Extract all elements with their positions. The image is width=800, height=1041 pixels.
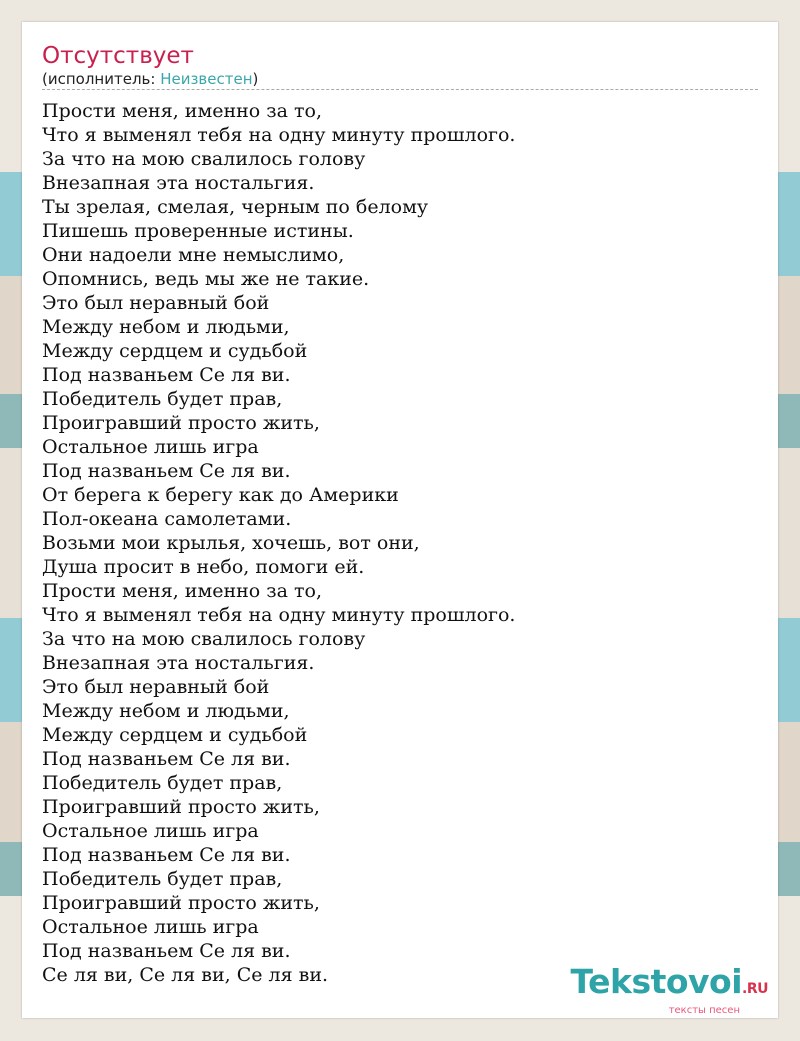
lyric-line: Пишешь проверенные истины.: [42, 220, 354, 242]
lyric-line: Победитель будет прав,: [42, 772, 283, 794]
artist-line: [42, 70, 258, 88]
lyric-line: Под названьем Се ля ви.: [42, 844, 291, 866]
divider: [42, 89, 758, 90]
lyric-line: Между сердцем и судьбой: [42, 724, 308, 746]
lyric-line: Се ля ви, Се ля ви, Се ля ви.: [42, 964, 329, 986]
lyrics-text: [42, 99, 758, 987]
lyric-line: Остальное лишь игра: [42, 820, 259, 842]
lyric-line: Проигравший просто жить,: [42, 892, 320, 914]
lyric-line: Между небом и людьми,: [42, 316, 290, 338]
lyric-line: Под названьем Се ля ви.: [42, 940, 291, 962]
logo-tagline: тексты песен: [668, 1005, 740, 1016]
lyric-line: Внезапная эта ностальгия.: [42, 172, 315, 194]
lyric-line: Это был неравный бой: [42, 676, 270, 698]
lyric-line: Под названьем Се ля ви.: [42, 460, 291, 482]
lyric-line: Победитель будет прав,: [42, 868, 283, 890]
lyrics-card: [22, 22, 778, 1018]
lyric-line: Под названьем Се ля ви.: [42, 748, 291, 770]
lyric-line: Возьми мои крылья, хочешь, вот они,: [42, 532, 420, 554]
lyric-line: Внезапная эта ностальгия.: [42, 652, 315, 674]
logo-tld: .RU: [742, 981, 768, 997]
lyric-line: Между сердцем и судьбой: [42, 340, 308, 362]
lyric-line: Между небом и людьми,: [42, 700, 290, 722]
lyric-line: Опомнись, ведь мы же не такие.: [42, 268, 370, 290]
lyric-line: Победитель будет прав,: [42, 388, 283, 410]
lyric-line: Прости меня, именно за то,: [42, 580, 322, 602]
lyric-line: Остальное лишь игра: [42, 436, 259, 458]
lyric-line: Что я выменял тебя на одну минуту прошлого.: [42, 124, 516, 146]
lyric-line: Прости меня, именно за то,: [42, 100, 322, 122]
logo-wordmark: [570, 962, 768, 1006]
lyric-line: Ты зрелая, смелая, черным по белому: [42, 196, 429, 218]
lyric-line: Остальное лишь игра: [42, 916, 259, 938]
lyric-line: От берега к берегу как до Америки: [42, 484, 399, 506]
lyric-line: Что я выменял тебя на одну минуту прошлого.: [42, 604, 516, 626]
lyric-line: Они надоели мне немыслимо,: [42, 244, 345, 266]
lyric-line: За что на мою свалилось голову: [42, 628, 366, 650]
site-logo[interactable]: [570, 962, 768, 1016]
logo-name: Tekstovoi: [570, 962, 743, 1001]
lyric-line: Под названьем Се ля ви.: [42, 364, 291, 386]
song-title: Отсутствует: [42, 43, 194, 69]
artist-suffix: ): [252, 70, 259, 88]
lyric-line: Проигравший просто жить,: [42, 796, 320, 818]
lyric-line: Душа просит в небо, помоги ей.: [42, 556, 365, 578]
lyric-line: За что на мою свалилось голову: [42, 148, 366, 170]
artist-prefix: (исполнитель:: [42, 70, 161, 88]
lyric-line: Проигравший просто жить,: [42, 412, 320, 434]
lyric-line: Пол-океана самолетами.: [42, 508, 292, 530]
lyric-line: Это был неравный бой: [42, 292, 270, 314]
artist-link[interactable]: Неизвестен: [160, 70, 253, 88]
